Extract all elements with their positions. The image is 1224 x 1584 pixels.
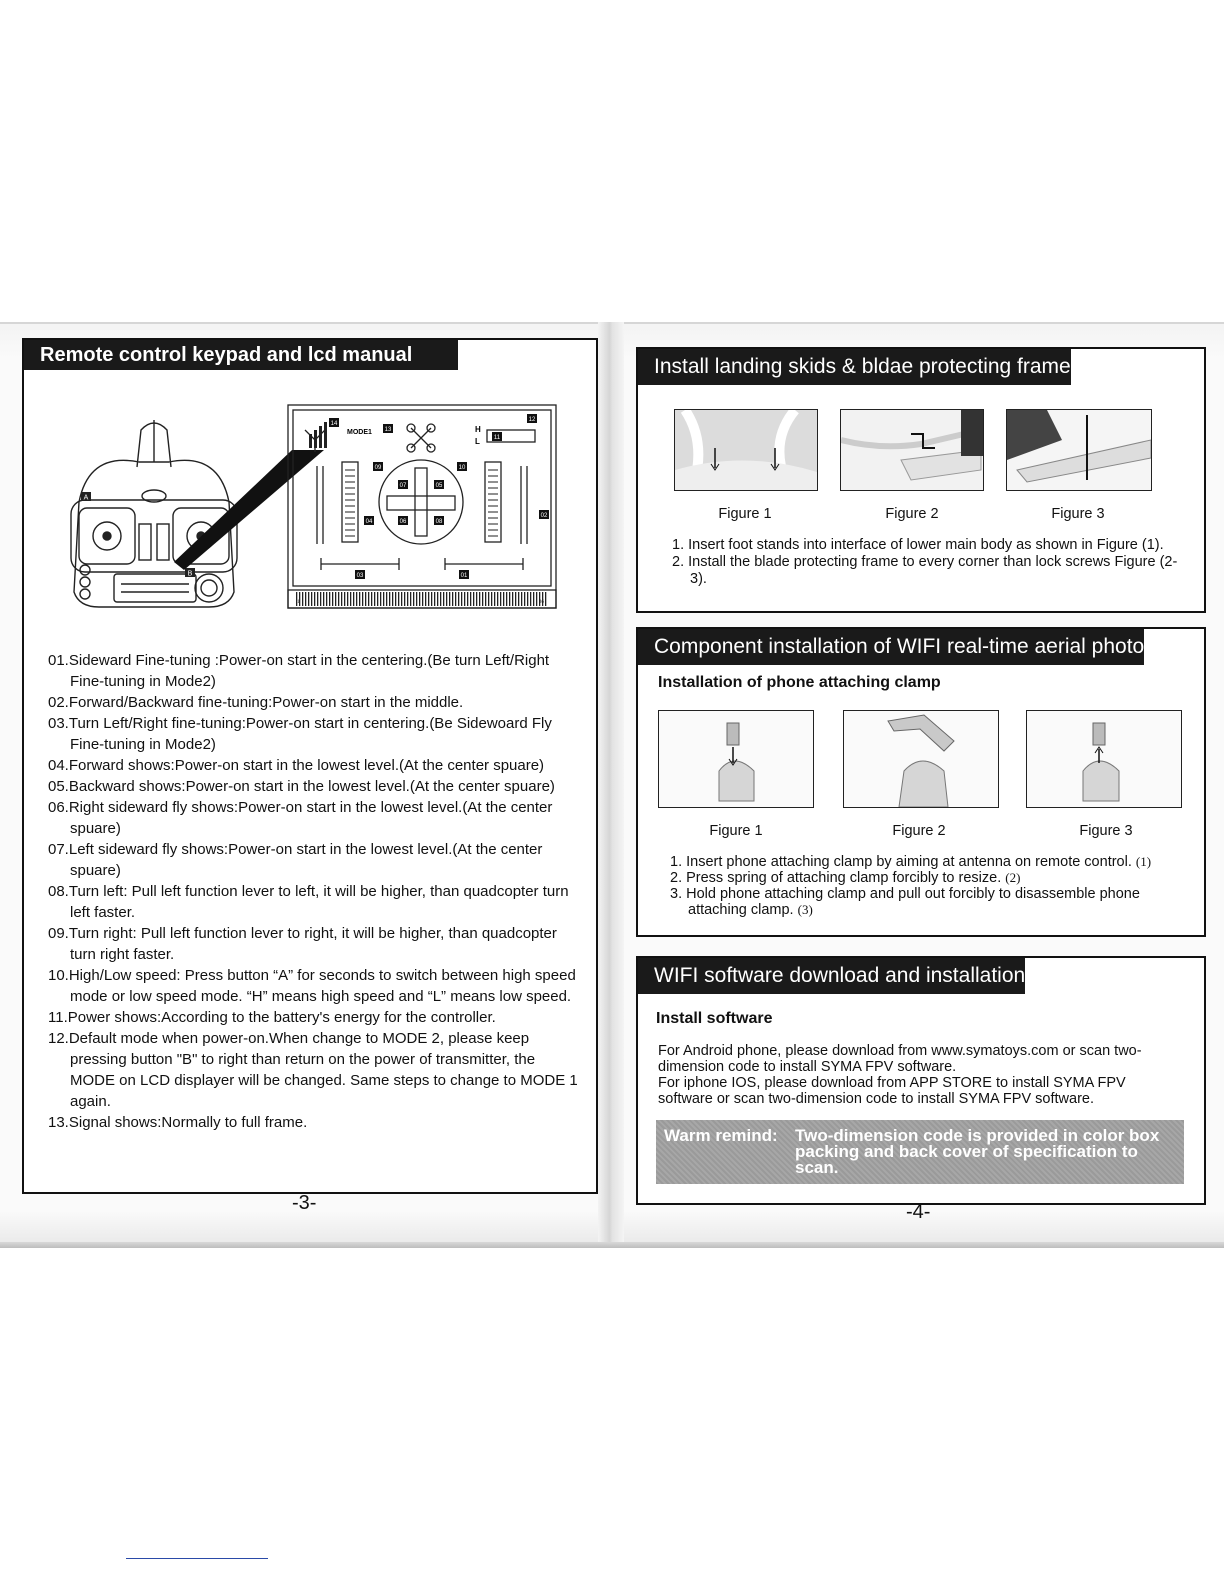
legend-item: 01.Sideward Fine-tuning :Power-on start in the centering.(Be turn Left/Right Fine-tuning in Mode2) [48, 652, 550, 690]
warm-remind-text: Two-dimension code is provided in color box packing and back cover of specification to scan. [795, 1126, 1160, 1177]
clamp-figure-3-caption: Figure 3 [1079, 823, 1133, 839]
clamp-step-ref: (2) [1005, 870, 1021, 885]
lcd-tick-03: 03 [356, 573, 364, 579]
clamp-figure-1-image [658, 710, 814, 808]
lcd-tick-13: 13 [384, 427, 392, 433]
lcd-tick-06: 06 [399, 519, 407, 525]
skids-figure-2-caption: Figure 2 [885, 506, 939, 522]
clamp-step-text: 3. Hold phone attaching clamp and pull out forcibly to disassemble phone attaching clamp. [670, 886, 1140, 918]
clamp-step [670, 854, 1190, 870]
lcd-legend-list [48, 650, 578, 1133]
clamp-step-ref: (1) [1135, 854, 1152, 869]
clamp-step [670, 886, 1190, 918]
warm-remind-box [656, 1120, 1184, 1184]
lcd-tick-09: 09 [374, 465, 382, 471]
wifi-software-panel [636, 956, 1206, 1205]
legend-item: 09.Turn right: Pull left function lever to right, it will be higher, than quadcopter turn right faster. [48, 925, 557, 963]
keypad-lcd-panel [22, 338, 598, 1194]
skids-figure-3-caption: Figure 3 [1051, 506, 1105, 522]
legend-item: 03.Turn Left/Right fine-tuning:Power-on start in centering.(Be Sidewoard Fly Fine-tuning in Mode2) [48, 715, 552, 753]
lcd-tick-07: 07 [399, 483, 407, 489]
legend-item: 05.Backward shows:Power-on start in the lowest level.(At the center spuare) [48, 778, 555, 795]
lcd-tick-02: 02 [540, 513, 548, 519]
wifi-software-title: WIFI software download and installation [654, 964, 1026, 987]
skids-figure-1-image [674, 409, 818, 491]
page-number-right: -4- [906, 1201, 931, 1223]
page-gutter [598, 322, 624, 1248]
iphone-instructions: For iphone IOS, please download from APP STORE to install SYMA FPV software or scan two-dimension code to install SYMA FPV software. [658, 1075, 1126, 1107]
spread-bottom-edge [0, 1242, 1224, 1248]
legend-item: 13.Signal shows:Normally to full frame. [48, 1114, 308, 1131]
lcd-tick-14: 14 [330, 421, 338, 427]
clamp-step-text: 1. Insert phone attaching clamp by aiming at antenna on remote control. [670, 854, 1132, 870]
lcd-tick-12: 12 [528, 417, 536, 423]
clamp-figure-3-image [1026, 710, 1182, 808]
install-software-subheading: Install software [656, 1010, 773, 1027]
skids-figure-2-image [840, 409, 984, 491]
landing-skids-title: Install landing skids & bldae protecting frame [654, 355, 1071, 378]
button-b-label: B [187, 570, 193, 578]
lcd-tick-05: 05 [435, 483, 443, 489]
clamp-figure-1-caption: Figure 1 [709, 823, 763, 839]
legend-item: 07.Left sideward fly shows:Power-on start in the lowest level.(At the center spuare) [48, 841, 543, 879]
warm-remind-label: Warm remind: [664, 1126, 778, 1145]
skids-figure-3-image [1006, 409, 1152, 491]
clamp-figure-2-caption: Figure 2 [892, 823, 946, 839]
android-instructions: For Android phone, please download from www.symatoys.com or scan two-dimension code to install SYMA FPV software. [658, 1043, 1142, 1075]
lcd-high-speed-h: H [475, 425, 481, 434]
page-number-left: -3- [292, 1192, 317, 1214]
lcd-display-diagram [287, 404, 557, 609]
clamp-step [670, 870, 1190, 886]
keypad-lcd-header [24, 340, 458, 370]
landing-skids-header [638, 349, 1077, 385]
legend-item: 08.Turn left: Pull left function lever to left, it will be higher, than quadcopter turn left faster. [48, 883, 569, 921]
legend-item: 06.Right sideward fly shows:Power-on start in the lowest level.(At the center spuare) [48, 799, 553, 837]
landing-skids-panel [636, 347, 1206, 613]
wifi-component-panel [636, 627, 1206, 937]
lcd-scale-start: 1 [297, 600, 300, 605]
button-a-label: A [83, 494, 89, 502]
wifi-component-title: Component installation of WIFI real-time aerial photo [654, 635, 1145, 658]
wifi-component-header [638, 629, 1150, 665]
legend-item: 11.Power shows:According to the battery's energy for the controller. [48, 1009, 496, 1026]
lcd-tick-11: 11 [493, 435, 501, 441]
skids-figure-1-caption: Figure 1 [718, 506, 772, 522]
clamp-figure-2-image [843, 710, 999, 808]
clamp-subheading: Installation of phone attaching clamp [658, 674, 941, 691]
lcd-low-speed-l: L [475, 437, 480, 446]
skids-step: 1. Insert foot stands into interface of lower main body as shown in Figure (1). [672, 537, 1164, 553]
legend-item: 10.High/Low speed: Press button “A” for seconds to switch between high speed mode or low speed mode. “H” means high speed and “L” means low speed. [48, 967, 576, 1005]
lcd-tick-10: 10 [458, 465, 466, 471]
clamp-step-text: 2. Press spring of attaching clamp forcibly to resize. [670, 870, 1002, 886]
keypad-lcd-title: Remote control keypad and lcd manual [40, 344, 413, 366]
lcd-scale-end: 36 [539, 600, 544, 605]
clamp-step-ref: (3) [797, 902, 813, 917]
wifi-software-header [638, 958, 1031, 994]
lcd-tick-08: 08 [435, 519, 443, 525]
lcd-tick-04: 04 [365, 519, 373, 525]
skids-step: 2. Install the blade protecting frame to every corner than lock screws Figure (2-3). [672, 554, 1178, 587]
legend-item: 12.Default mode when power-on.When change to MODE 2, please keep pressing button "B" to right than return on the power of transmitter, the MODE on LCD displayer will be changed. Same steps to change to MODE 1 again. [48, 1030, 578, 1110]
legend-item: 04.Forward shows:Power-on start in the lowest level.(At the center spuare) [48, 757, 545, 774]
lcd-mode-text: MODE1 [347, 429, 372, 436]
skids-steps-list [672, 537, 1192, 588]
clamp-steps-list [670, 854, 1190, 918]
legend-item: 02.Forward/Backward fine-tuning:Power-on start in the middle. [48, 694, 464, 711]
lcd-tick-01: 01 [460, 573, 468, 579]
footer-rule [126, 1558, 268, 1559]
